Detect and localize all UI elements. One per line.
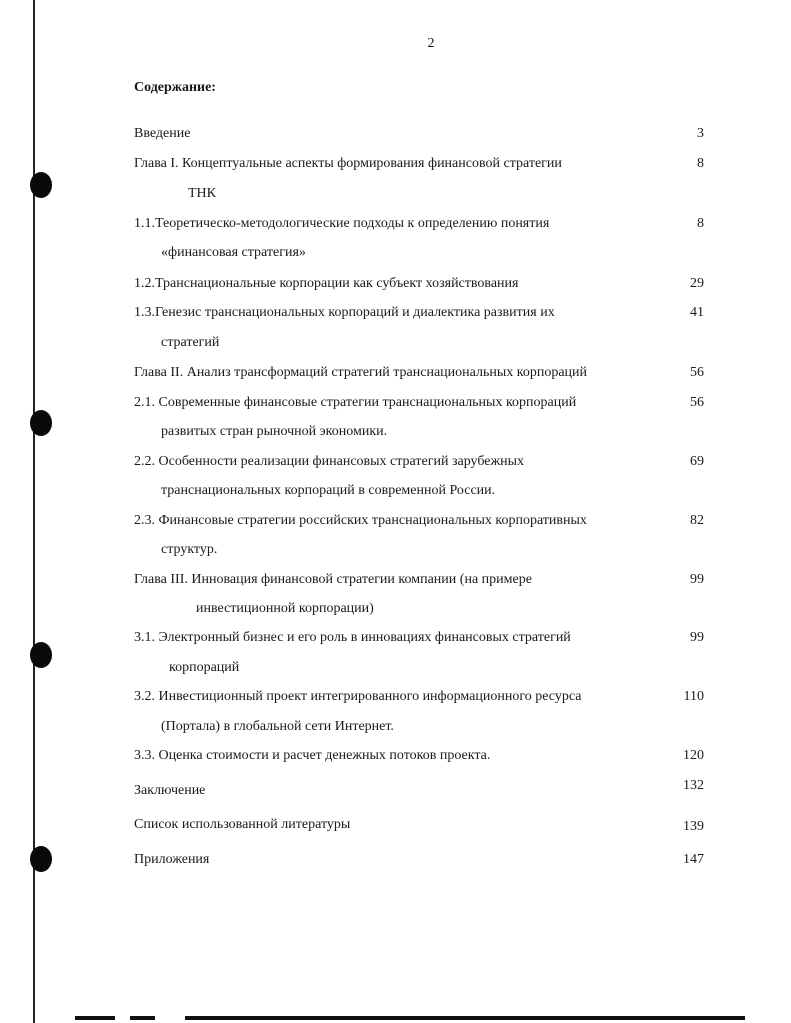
toc-entry-page: 132 bbox=[683, 778, 704, 793]
toc-entry-label: Глава III. Инновация финансовой стратегии компании (на примере bbox=[134, 572, 532, 587]
toc-entry-page: 99 bbox=[690, 572, 704, 587]
toc-entry-label-cont: развитых стран рыночной экономики. bbox=[161, 424, 388, 439]
toc-entry-page: 147 bbox=[683, 852, 704, 867]
toc-entry-label-cont: «финансовая стратегия» bbox=[161, 245, 306, 260]
toc-entry-page: 56 bbox=[690, 395, 704, 410]
toc-entry-page: 120 bbox=[683, 748, 704, 763]
toc-entry-page: 29 bbox=[690, 276, 704, 291]
toc-entry-label-cont: (Портала) в глобальной сети Интернет. bbox=[161, 719, 394, 734]
toc-title: Содержание: bbox=[134, 80, 216, 95]
toc-entry-label: 2.2. Особенности реализации финансовых стратегий зарубежных bbox=[134, 454, 525, 469]
page-number: 2 bbox=[427, 36, 435, 51]
toc-entry-label-cont: ТНК bbox=[188, 186, 216, 201]
toc-entry-label: Приложения bbox=[134, 852, 210, 867]
toc-entry-page: 99 bbox=[690, 630, 704, 645]
toc-entry-page: 3 bbox=[697, 126, 704, 141]
toc-entry-label: 3.1. Электронный бизнес и его роль в инновациях финансовых стратегий bbox=[134, 630, 571, 645]
toc-entry-page: 110 bbox=[683, 689, 704, 704]
toc-entry-label-cont: корпораций bbox=[169, 660, 240, 675]
toc-entry-label-cont: стратегий bbox=[161, 335, 220, 350]
toc-entry-label: 1.1.Теоретическо-методологические подходы к определению понятия bbox=[134, 216, 550, 231]
toc-entry-label: 1.3.Генезис транснациональных корпораций и диалектика развития их bbox=[134, 305, 555, 320]
toc-entry-label: Глава I. Концептуальные аспекты формирования финансовой стратегии bbox=[134, 156, 562, 171]
toc-entry-label: Введение bbox=[134, 126, 191, 141]
toc-entry-label: 3.2. Инвестиционный проект интегрированного информационного ресурса bbox=[134, 689, 582, 704]
toc-entry-label: 2.1. Современные финансовые стратегии транснациональных корпораций bbox=[134, 395, 577, 410]
toc-entry-label: Глава II. Анализ трансформаций стратегий транснациональных корпораций bbox=[134, 365, 588, 380]
toc-entry-page: 69 bbox=[690, 454, 704, 469]
toc-entry-label: Заключение bbox=[134, 783, 206, 798]
toc-entry-label: 1.2.Транснациональные корпорации как субъект хозяйствования bbox=[134, 276, 519, 291]
toc-entry-page: 41 bbox=[690, 305, 704, 320]
toc-entry-page: 139 bbox=[683, 819, 704, 834]
toc-entry-label: Список использованной литературы bbox=[134, 817, 351, 832]
toc-entry-label: 2.3. Финансовые стратегии российских транснациональных корпоративных bbox=[134, 513, 587, 528]
toc-entry-label: 3.3. Оценка стоимости и расчет денежных потоков проекта. bbox=[134, 748, 491, 763]
toc-entry-page: 8 bbox=[697, 156, 704, 171]
toc-entry-label-cont: инвестиционной корпорации) bbox=[196, 601, 374, 616]
toc-entry-page: 8 bbox=[697, 216, 704, 231]
toc-entry-label-cont: транснациональных корпораций в современной России. bbox=[161, 483, 496, 498]
toc-entry-page: 82 bbox=[690, 513, 704, 528]
toc-entry-label-cont: структур. bbox=[161, 542, 218, 557]
toc-entry-page: 56 bbox=[690, 365, 704, 380]
